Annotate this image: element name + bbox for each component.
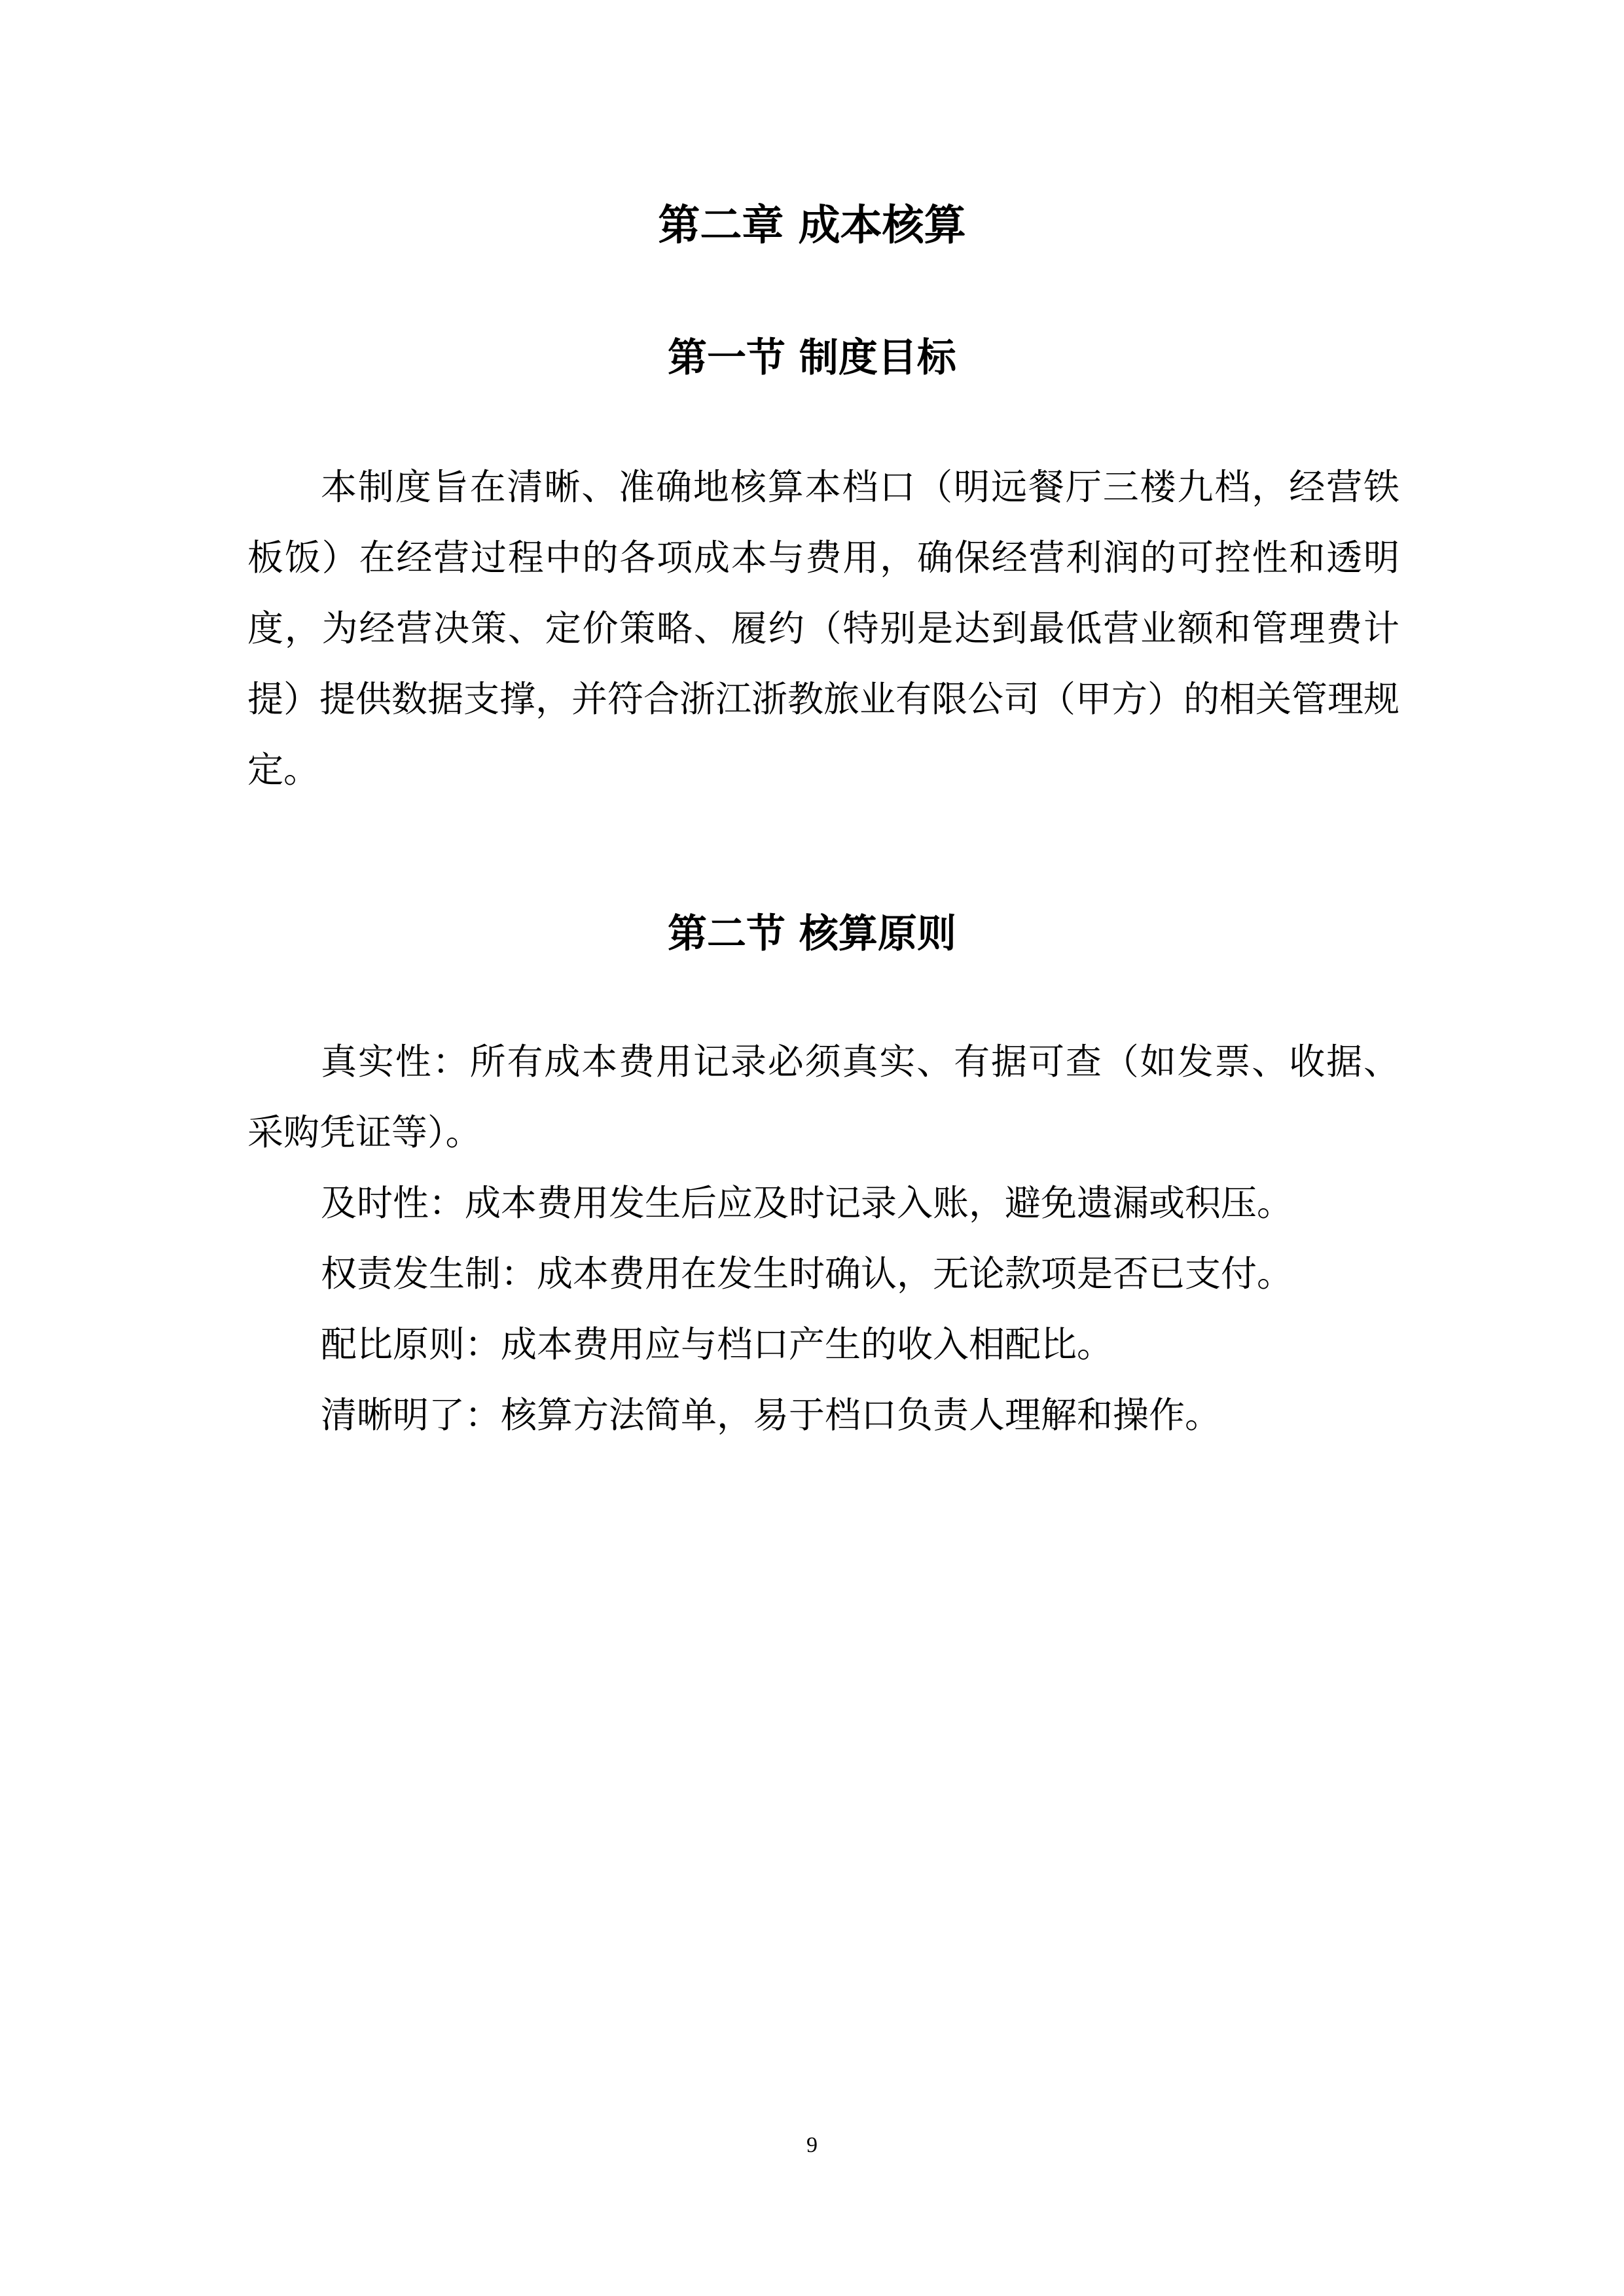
principle-clarity: 清晰明了：核算方法简单，易于档口负责人理解和操作。 bbox=[321, 1394, 1221, 1436]
principle-accrual-basis: 权责发生制：成本费用在发生时确认，无论款项是否已支付。 bbox=[321, 1253, 1293, 1295]
principle-matching: 配比原则：成本费用应与档口产生的收入相配比。 bbox=[321, 1323, 1113, 1365]
page-number: 9 bbox=[806, 2133, 818, 2157]
objectives-paragraph: 本制度旨在清晰、准确地核算本档口（明远餐厅三楼九档，经营铁板饭）在经营过程中的各项成本与费用，确保经营利润的可控性和透明度，为经营决策、定价策略、履约（特别是达到最低营业额和管理费计提）提供数据支撑，并符合浙江浙教旅业有限公司（甲方）的相关管理规定。 bbox=[247, 466, 1400, 791]
principles-list bbox=[247, 1026, 1399, 1450]
principle-authenticity: 真实性：所有成本费用记录必须真实、有据可查（如发票、收据、采购凭证等）。 bbox=[247, 1041, 1399, 1153]
section-title-objectives: 第一节 制度目标 bbox=[668, 335, 956, 381]
section-title-principles: 第二节 核算原则 bbox=[668, 911, 956, 957]
chapter-title: 第二章 成本核算 bbox=[658, 202, 966, 250]
principle-timeliness: 及时性：成本费用发生后应及时记录入账，避免遗漏或积压。 bbox=[321, 1182, 1293, 1224]
